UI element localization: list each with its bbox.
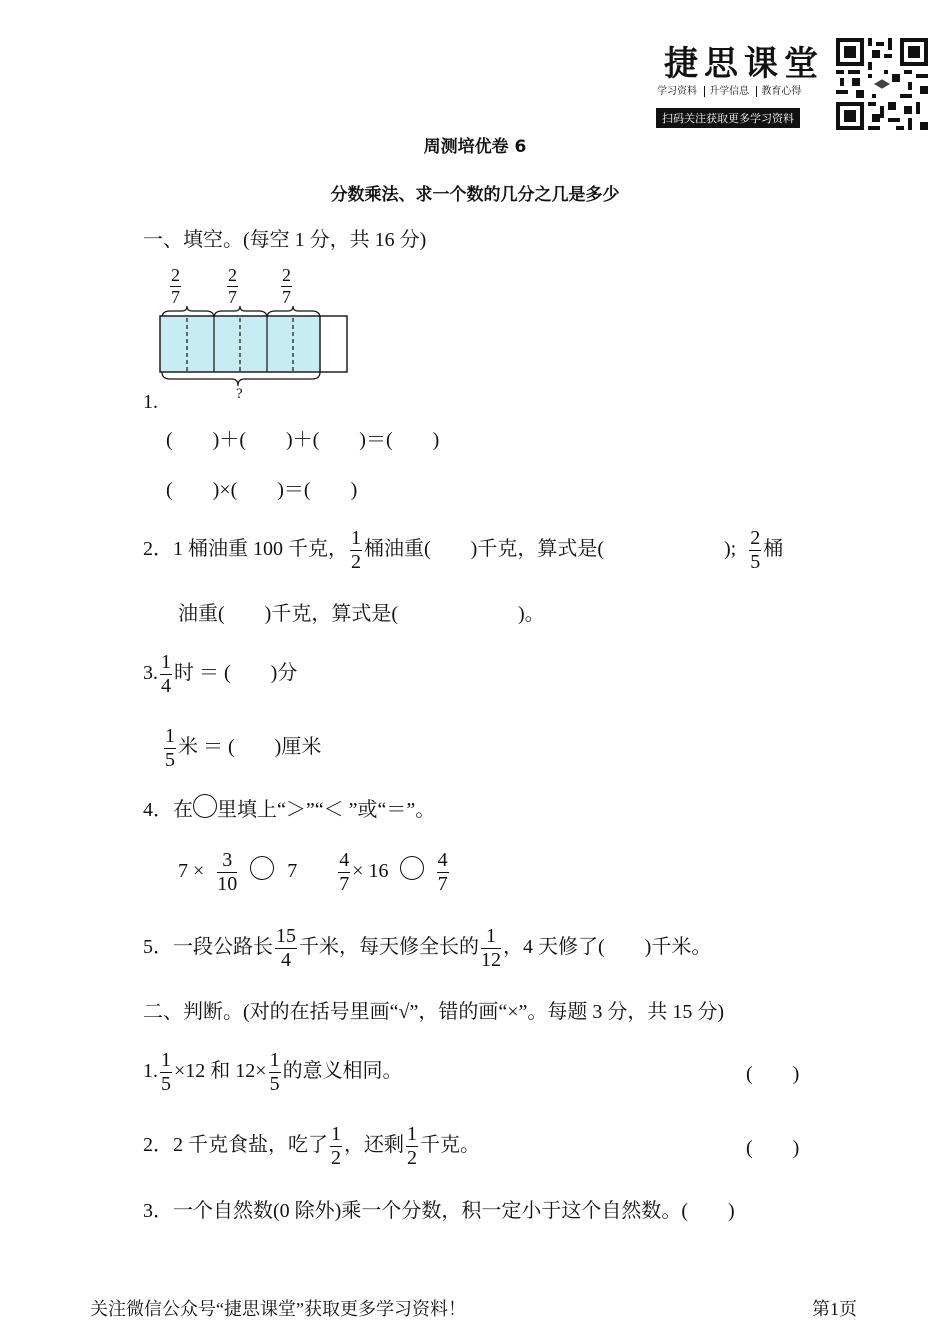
diagram-label-2: $\frac{2}{7}$ (228, 265, 237, 307)
brand-sub-1: 学习资料 (657, 86, 697, 97)
blank-circle-icon (193, 794, 217, 818)
q1-row1: ( )＋( )＋( )＝( ) (166, 429, 440, 451)
q3-line2: $\frac{1}{5}$ 米 ＝ ( )厘米 (165, 725, 322, 771)
qr-code-icon (836, 38, 928, 130)
section1-heading: 一、填空。(每空 1 分，共 16 分) (143, 229, 427, 251)
brand-sub-3: 教育心得 (761, 86, 802, 97)
diagram-question: ? (236, 386, 243, 402)
q4-line1: 4．在 里填上“＞”“＜ ”或“＝”。 (143, 800, 435, 820)
q3-line1: 3. $\frac{1}{4}$ 时 ＝ ( )分 (143, 651, 298, 697)
brand-title: 捷思课堂 (664, 44, 824, 84)
q2-line2: 油重( )千克，算式是( )。 (178, 603, 545, 625)
fraction-bar-diagram (150, 262, 370, 412)
compare-circle-icon-1 (250, 856, 274, 880)
paper-subtitle: 分数乘法、求一个数的几分之几是多少 (330, 185, 620, 205)
paper-title: 周测培优卷 6 (423, 137, 527, 157)
judge-q2: 2．2 千克食盐，吃了 $\frac{1}{2}$ ，还剩 $\frac{1}{2}$ 千克。 (143, 1123, 480, 1169)
page-number: 第1页 (812, 1299, 857, 1319)
q2-line1: 2．1 桶油重 100 千克， $\frac{1}{2}$ 桶油重( )千克，算式是( ); $\frac{2}{5}$ 桶 (143, 527, 784, 573)
q4-expressions: 7 × $\frac{3}{10}$ 7 $\frac{4}{7}$ × 16 $\frac{4}{7}$ (178, 849, 448, 895)
brand-sub-2: 升学信息 (709, 86, 750, 97)
fraction-bar-svg (150, 306, 370, 402)
footer-text: 关注微信公众号“捷思课堂”获取更多学习资料！ (90, 1299, 466, 1319)
judge-q1: 1. $\frac{1}{5}$ ×12 和 12× $\frac{1}{5}$ 的意义相同。 (143, 1049, 403, 1095)
compare-circle-icon-2 (400, 856, 424, 880)
q5-line: 5．一段公路长 $\frac{15}{4}$ 千米，每天修全长的 $\frac{1}{12}$ ，4 天修了( )千米。 (143, 925, 712, 971)
q1-number: 1. (143, 391, 158, 413)
judge-q1-answer[interactable]: ( ) (746, 1063, 800, 1085)
diagram-label-1: $\frac{2}{7}$ (171, 265, 180, 307)
judge-q3: 3．一个自然数(0 除外)乘一个分数，积一定小于这个自然数。( ) (143, 1200, 735, 1222)
brand-bar: 扫码关注获取更多学习资料 (656, 108, 800, 128)
section2-heading: 二、判断。(对的在括号里画“√”，错的画“×”。每题 3 分，共 15 分) (143, 1001, 725, 1023)
diagram-label-3: $\frac{2}{7}$ (282, 265, 291, 307)
brand-subtitle (657, 82, 801, 97)
judge-q2-answer[interactable]: ( ) (746, 1137, 800, 1159)
q1-row2: ( )×( )＝( ) (166, 479, 358, 501)
